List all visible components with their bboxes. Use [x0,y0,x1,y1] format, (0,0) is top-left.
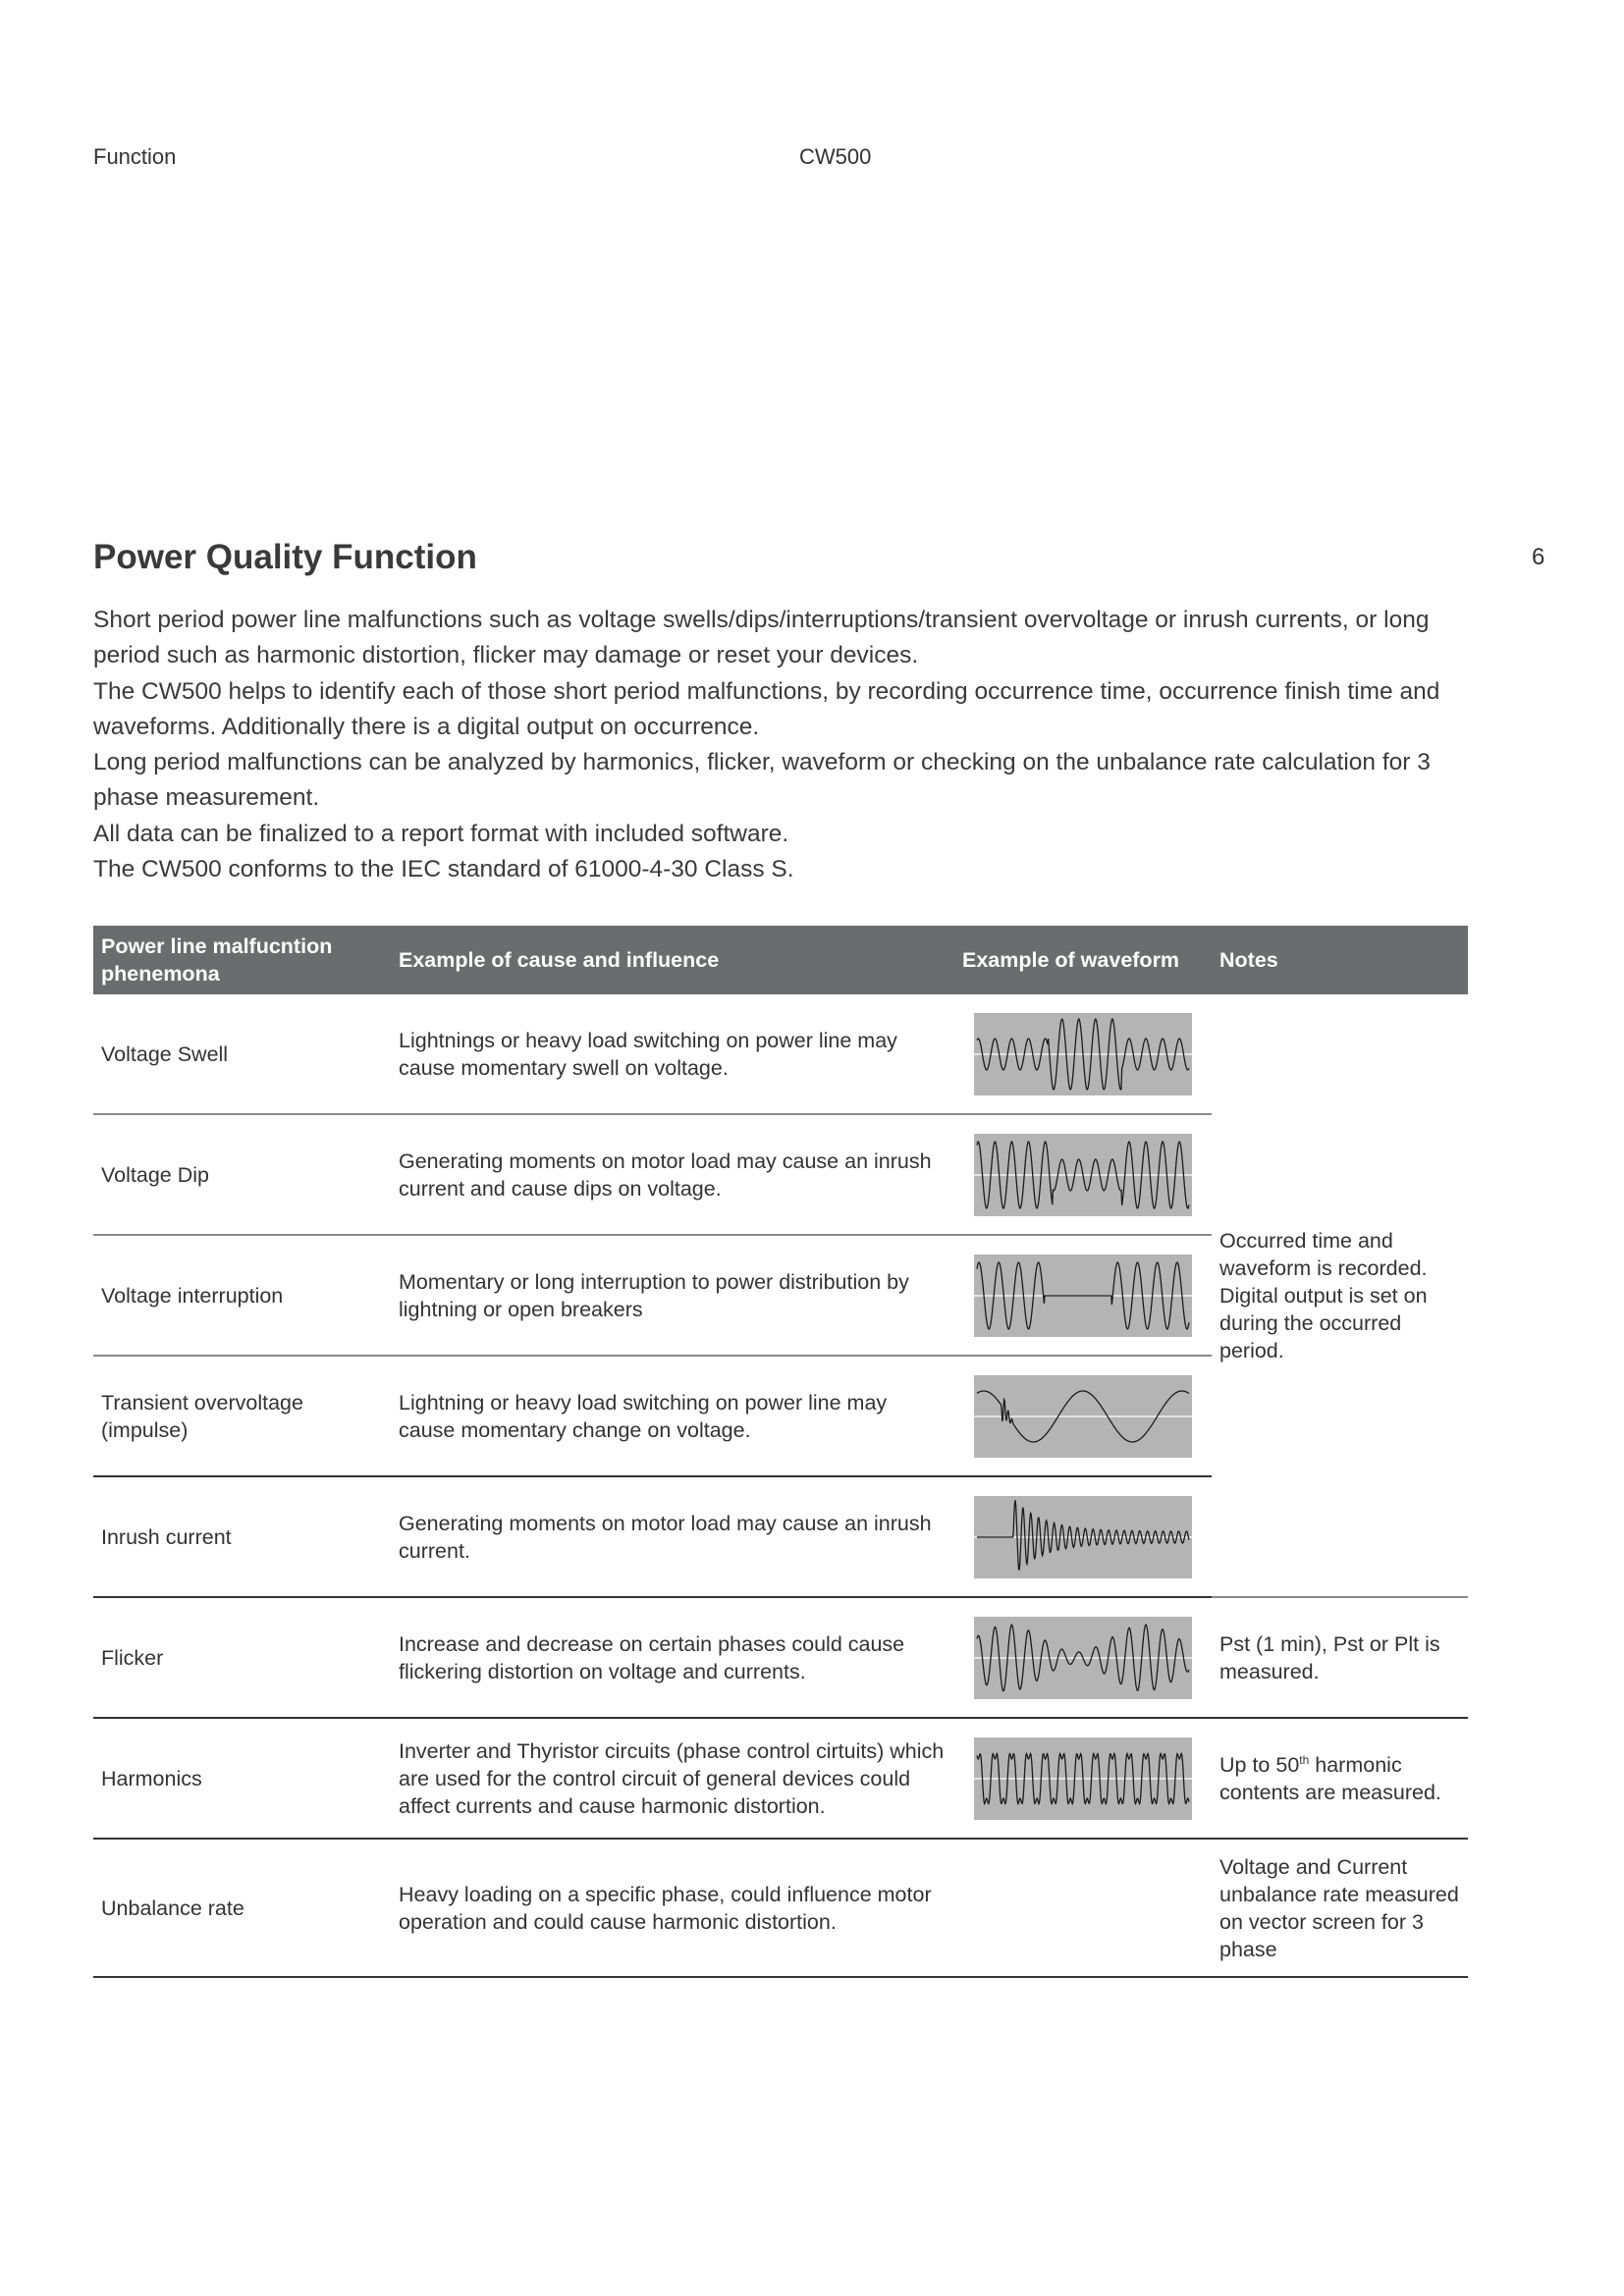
phenomenon-cell: Inrush current [93,1476,391,1597]
cause-cell: Momentary or long interruption to power distribution by lightning or open breakers [391,1235,954,1356]
column-header-cause: Example of cause and influence [391,926,954,994]
power-quality-table [93,926,1468,1978]
table-header-row [93,926,1468,994]
table-row [93,1597,1468,1718]
phenomenon-cell: Transient overvoltage (impulse) [93,1356,391,1476]
swell-wave-graphic [974,1013,1192,1095]
phenomenon-cell: Unbalance rate [93,1839,391,1977]
intro-paragraph: All data can be finalized to a report format with included software. [93,820,789,847]
column-header-notes: Notes [1212,926,1468,994]
ordinal-suffix: th [1299,1752,1310,1767]
empty-waveform-cell [954,1839,1212,1977]
phenomenon-cell: Voltage interruption [93,1235,391,1356]
cause-cell: Lightning or heavy load switching on power line may cause momentary change on voltage. [391,1356,954,1476]
cause-cell: Generating moments on motor load may cause an inrush current and cause dips on voltage. [391,1114,954,1235]
page-number: 6 [1532,544,1545,570]
flicker-waveform [974,1617,1192,1699]
intro-paragraph: The CW500 helps to identify each of those short period malfunctions, by recording occurrence time, occurrence finish time and waveforms. Additionally there is a digital output on occurrence. [93,677,1440,740]
cause-cell: Inverter and Thyristor circuits (phase control cirtuits) which are used for the control circuit of general devices could affect currents and cause harmonic distortion. [391,1718,954,1839]
voltage-dip-waveform [974,1134,1192,1216]
dip-wave-graphic [974,1134,1192,1216]
interrupt-wave-graphic [974,1255,1192,1337]
transient-wave-graphic [974,1375,1192,1458]
page-title: Power Quality Function [93,538,477,576]
cause-cell: Increase and decrease on certain phases could cause flickering distortion on voltage and currents. [391,1597,954,1718]
transient-overvoltage-waveform [974,1375,1192,1458]
table-row [93,1718,1468,1839]
notes-cell-merged: Occurred time and waveform is recorded. Digital output is set on during the occurred period. [1212,994,1468,1597]
notes-cell: Pst (1 min), Pst or Plt is measured. [1212,1597,1468,1718]
phenomenon-cell: Voltage Dip [93,1114,391,1235]
phenomenon-cell: Flicker [93,1597,391,1718]
notes-cell: Voltage and Current unbalance rate measured on vector screen for 3 phase [1212,1839,1468,1977]
column-header-phenomenon: Power line malfucntion phenemona [93,926,391,994]
inrush-current-waveform [974,1496,1192,1578]
running-header-product: CW500 [799,144,872,169]
notes-cell [1212,1718,1468,1839]
intro-paragraph: Long period malfunctions can be analyzed by harmonics, flicker, waveform or checking on the unbalance rate calculation for 3 phase measurement. [93,749,1431,812]
phenomenon-cell: Voltage Swell [93,994,391,1114]
intro-paragraph: Short period power line malfunctions such as voltage swells/dips/interruptions/transient overvoltage or inrush currents, or long period such as harmonic distortion, flicker may damage or reset your devices. [93,607,1430,669]
harmonics-waveform [974,1737,1192,1820]
voltage-swell-waveform [974,1013,1192,1095]
intro-text [93,603,1488,887]
harmonics-wave-graphic [974,1737,1192,1820]
notes-text: harmonic contents are measured. [1219,1752,1441,1804]
table-row [93,1839,1468,1977]
inrush-wave-graphic [974,1496,1192,1578]
phenomenon-cell: Harmonics [93,1718,391,1839]
voltage-interruption-waveform [974,1255,1192,1337]
intro-paragraph: The CW500 conforms to the IEC standard of 61000-4-30 Class S. [93,856,794,883]
cause-cell: Heavy loading on a specific phase, could influence motor operation and could cause harmonic distortion. [391,1839,954,1977]
wave-trace [977,1500,1189,1570]
cause-cell: Generating moments on motor load may cause an inrush current. [391,1476,954,1597]
column-header-waveform: Example of waveform [954,926,1212,994]
table-row [93,994,1468,1114]
notes-text: Up to 50 [1219,1752,1300,1777]
running-header-section: Function [93,144,177,169]
cause-cell: Lightnings or heavy load switching on power line may cause momentary swell on voltage. [391,994,954,1114]
flicker-wave-graphic [974,1617,1192,1699]
